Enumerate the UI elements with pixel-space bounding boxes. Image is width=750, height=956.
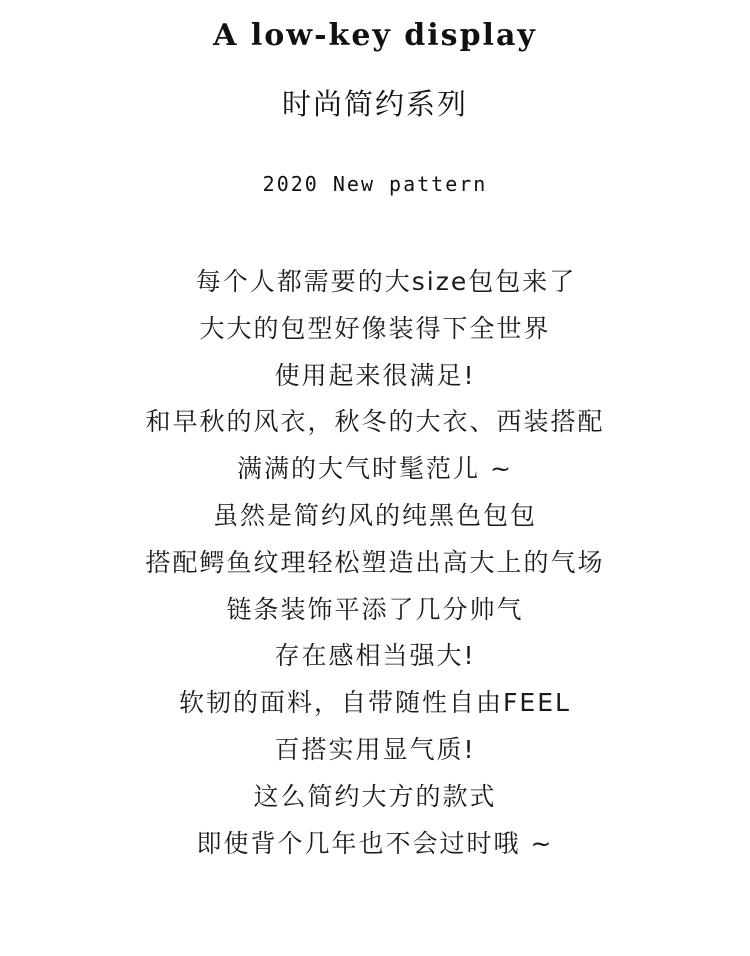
- description-line: 使用起来很满足!: [274, 360, 476, 390]
- english-title: A low-key display: [213, 18, 537, 53]
- chinese-title: 时尚简约系列: [281, 87, 468, 121]
- description-line: 软韧的面料，自带随性自由FEEL: [179, 688, 571, 718]
- description-line: 这么简约大方的款式: [253, 781, 497, 811]
- subtitle: 2020 New pattern: [262, 172, 488, 196]
- description-line: 搭配鳄鱼纹理轻松塑造出高大上的气场: [145, 547, 605, 577]
- description-line: 存在感相当强大!: [274, 641, 476, 671]
- description-line: 每个人都需要的大size包包来了: [195, 267, 577, 296]
- description-line: 即使背个几年也不会过时哦 ~: [196, 828, 554, 858]
- description-text-block: [0, 262, 750, 870]
- description-line: 虽然是简约风的纯黑色包包: [212, 500, 537, 530]
- description-line: 大大的包型好像装得下全世界: [199, 313, 551, 343]
- description-line: 百搭实用显气质!: [274, 734, 476, 764]
- description-line: 链条装饰平添了几分帅气: [226, 594, 524, 624]
- description-line: 和早秋的风衣，秋冬的大衣、西装搭配: [145, 407, 605, 437]
- description-line: 满满的大气时髦范儿 ~: [237, 454, 513, 484]
